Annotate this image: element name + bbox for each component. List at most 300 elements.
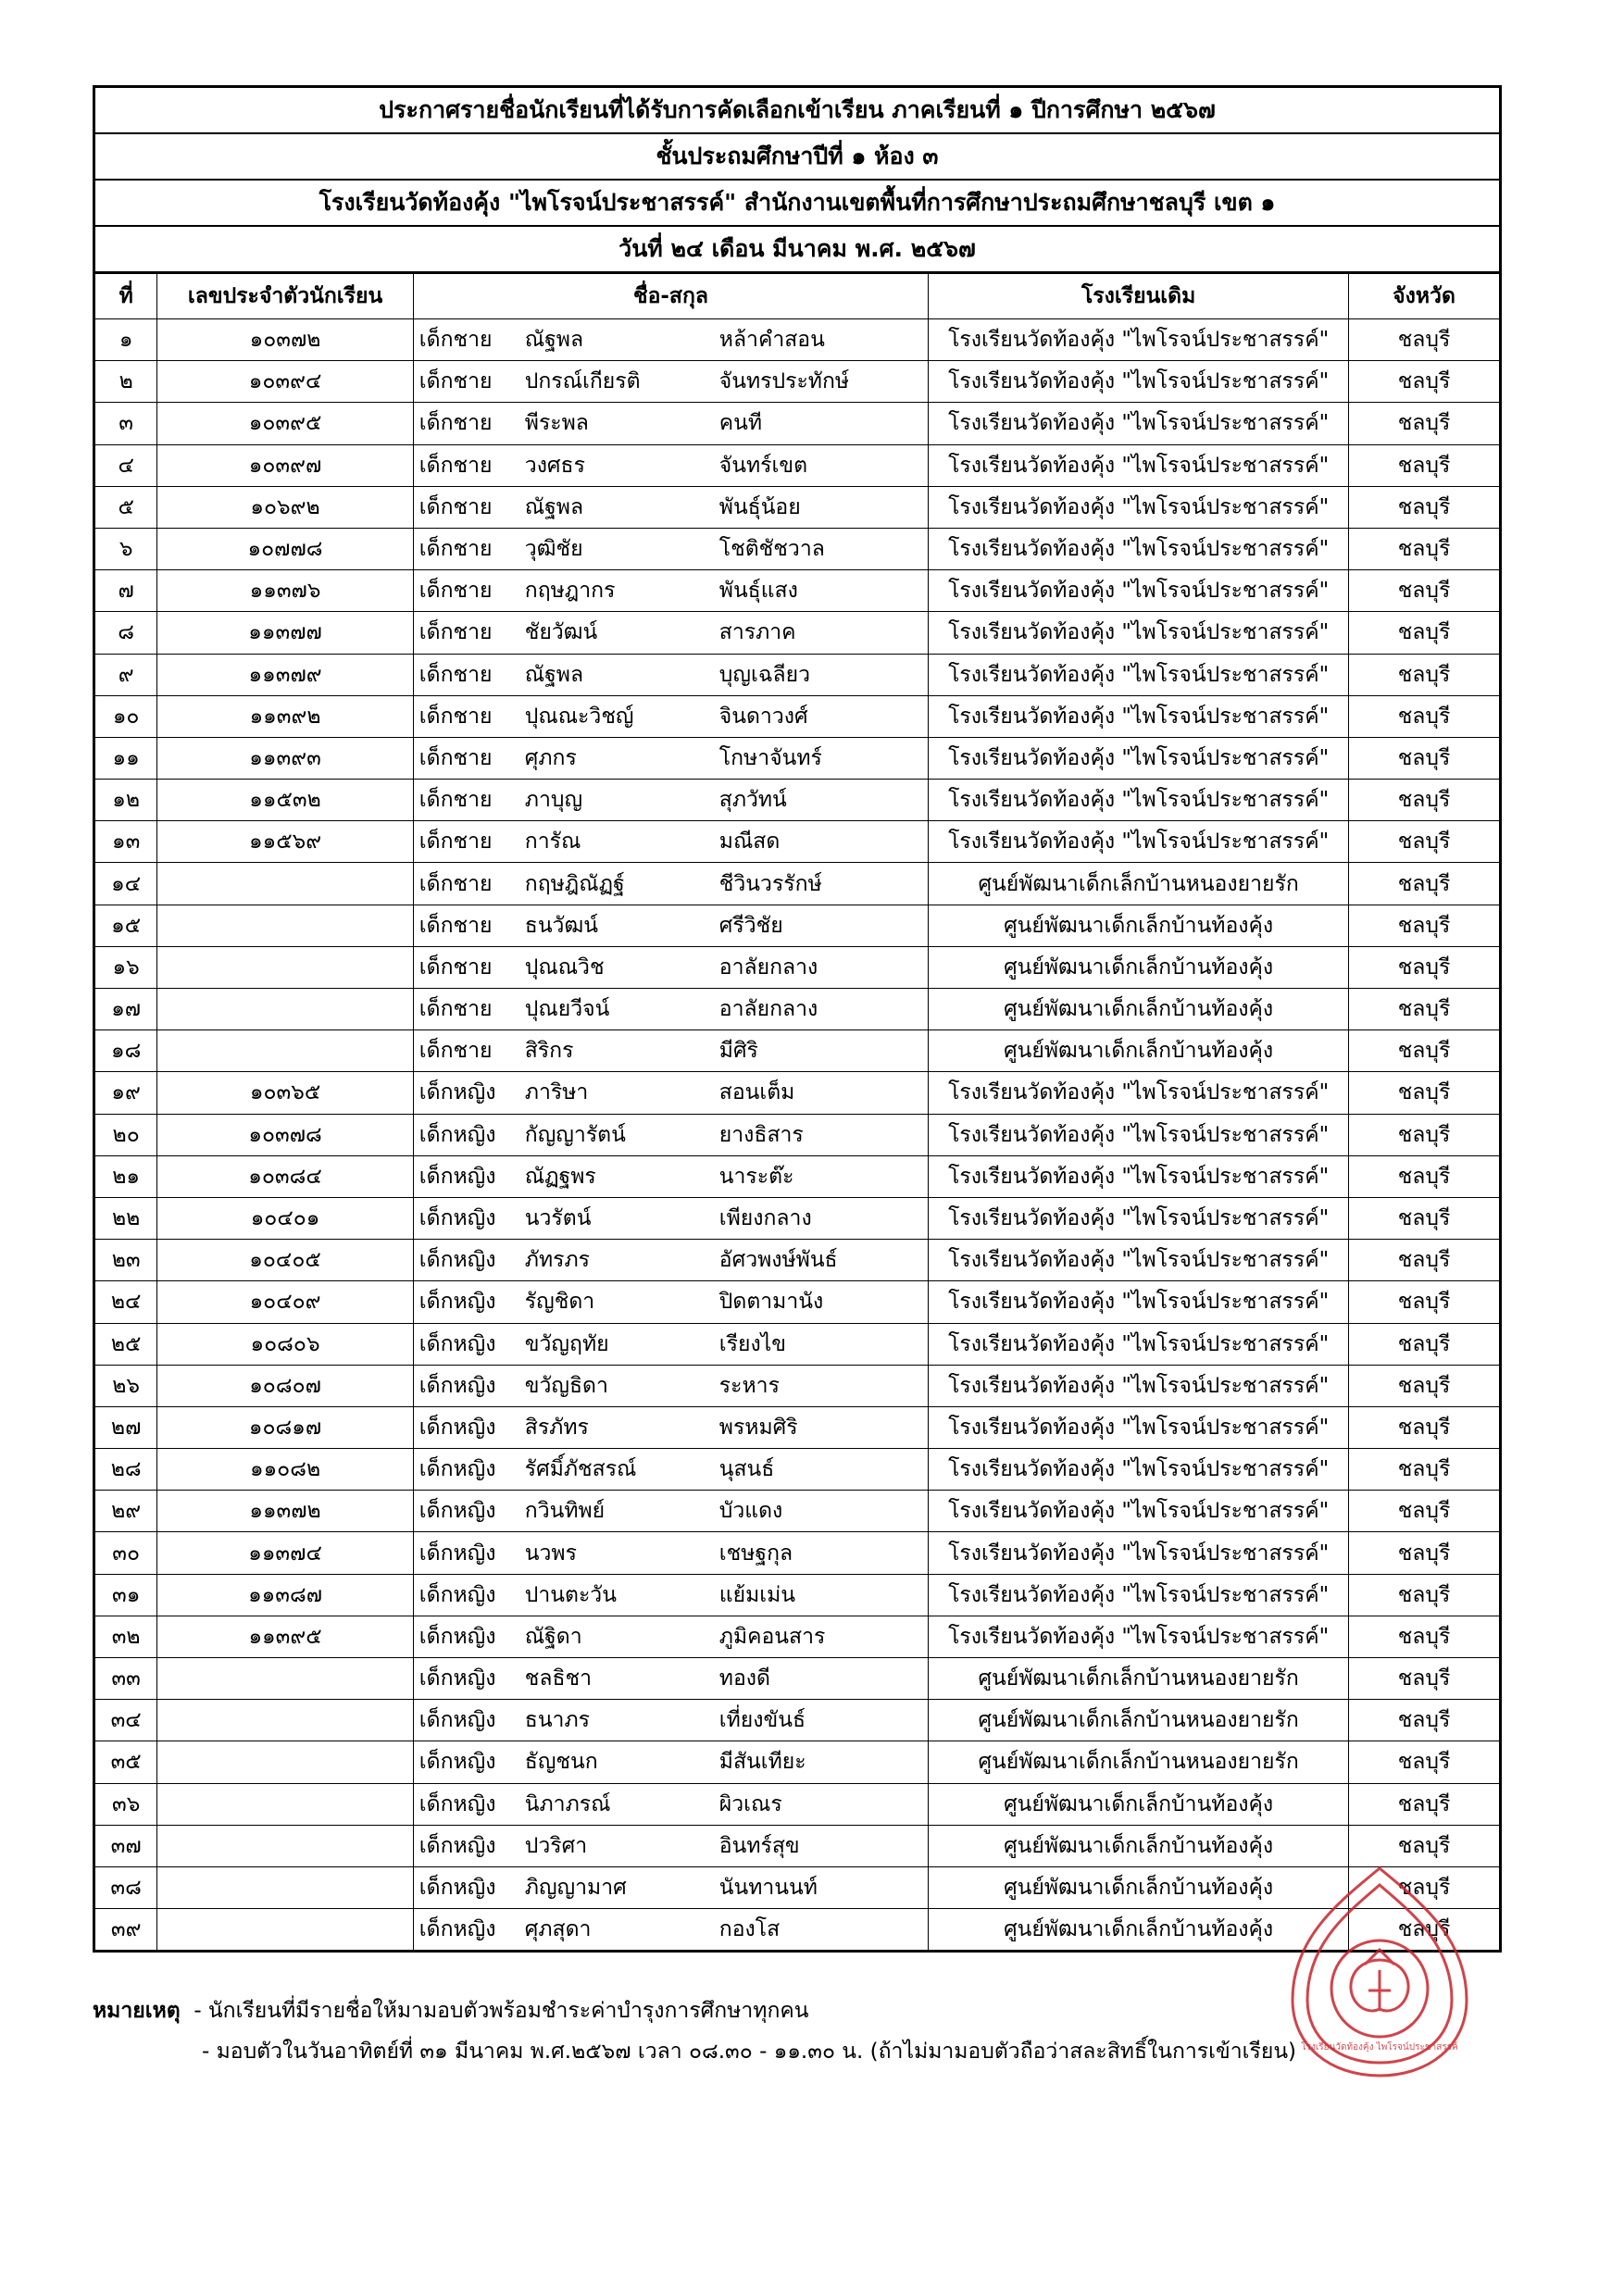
row-last-name: จินดาวงศ์ — [718, 704, 808, 729]
row-student-id: ๑๑๕๓๒ — [157, 780, 413, 821]
row-province: ชลบุรี — [1349, 612, 1499, 654]
row-province: ชลบุรี — [1349, 1700, 1499, 1741]
row-student-id — [157, 1783, 413, 1825]
column-no: ที่ — [95, 274, 157, 319]
row-student-id — [157, 905, 413, 946]
row-first-name: ปานตะวัน — [524, 1582, 617, 1607]
row-last-name: ปิดตามานัง — [718, 1290, 824, 1315]
row-student-name — [413, 528, 928, 569]
row-first-name: ปุณณวิช — [524, 955, 605, 980]
row-student-name — [413, 1491, 928, 1532]
row-last-name: ยางธิสาร — [718, 1122, 804, 1147]
row-title: เด็กหญิง — [418, 1164, 496, 1189]
table-row — [95, 1240, 1499, 1281]
row-province: ชลบุรี — [1349, 1825, 1499, 1866]
row-student-name — [413, 695, 928, 737]
row-student-id — [157, 1825, 413, 1866]
row-student-id — [157, 1909, 413, 1951]
row-no: ๓๓ — [95, 1658, 157, 1700]
row-last-name: นาระต๊ะ — [718, 1164, 794, 1189]
remark-label: หมายเหตุ — [93, 1999, 181, 2023]
row-no: ๑ — [95, 319, 157, 361]
row-former-school: ศูนย์พัฒนาเด็กเล็กบ้านท้องคุ้ง — [929, 1866, 1349, 1908]
row-first-name: วุฒิชัย — [524, 537, 583, 562]
row-title: เด็กชาย — [418, 871, 493, 896]
row-last-name: จันทร์เขต — [718, 453, 808, 478]
row-title: เด็กชาย — [418, 913, 493, 938]
row-former-school: ศูนย์พัฒนาเด็กเล็กบ้านท้องคุ้ง — [929, 989, 1349, 1030]
row-first-name: พีระพล — [524, 411, 589, 436]
row-no: ๓๑ — [95, 1574, 157, 1616]
row-no: ๖ — [95, 528, 157, 569]
row-first-name: รัศมิ์ภัชสรณ์ — [524, 1457, 637, 1482]
table-row — [95, 1658, 1499, 1700]
row-former-school: โรงเรียนวัดท้องคุ้ง "ไพโรจน์ประชาสรรค์" — [929, 528, 1349, 569]
table-row — [95, 946, 1499, 988]
row-student-name — [413, 1281, 928, 1323]
row-first-name: ภาบุญ — [524, 788, 583, 813]
school-seal-icon — [1276, 1861, 1483, 2083]
row-former-school: ศูนย์พัฒนาเด็กเล็กบ้านท้องคุ้ง — [929, 1909, 1349, 1951]
table-row — [95, 1783, 1499, 1825]
row-former-school: โรงเรียนวัดท้องคุ้ง "ไพโรจน์ประชาสรรค์" — [929, 737, 1349, 779]
row-first-name: ณัฐพล — [524, 662, 584, 687]
row-province: ชลบุรี — [1349, 570, 1499, 612]
row-student-name — [413, 1155, 928, 1197]
table-row — [95, 989, 1499, 1030]
row-student-name — [413, 1616, 928, 1657]
row-title: เด็กชาย — [418, 328, 493, 353]
row-former-school: โรงเรียนวัดท้องคุ้ง "ไพโรจน์ประชาสรรค์" — [929, 1365, 1349, 1406]
row-no: ๒๗ — [95, 1406, 157, 1448]
row-student-name — [413, 1323, 928, 1365]
row-province: ชลบุรี — [1349, 1406, 1499, 1448]
row-no: ๗ — [95, 570, 157, 612]
row-no: ๓๕ — [95, 1741, 157, 1783]
row-last-name: เพียงกลาง — [718, 1206, 812, 1231]
row-province: ชลบุรี — [1349, 905, 1499, 946]
row-former-school: โรงเรียนวัดท้องคุ้ง "ไพโรจน์ประชาสรรค์" — [929, 444, 1349, 486]
row-no: ๙ — [95, 654, 157, 695]
row-last-name: อาลัยกลาง — [718, 955, 818, 980]
row-student-id: ๑๑๓๗๖ — [157, 570, 413, 612]
table-row — [95, 1281, 1499, 1323]
row-no: ๑๓ — [95, 821, 157, 863]
row-student-name — [413, 1072, 928, 1114]
row-student-name — [413, 654, 928, 695]
row-first-name: ชลธิชา — [524, 1666, 593, 1691]
row-title: เด็กหญิง — [418, 1624, 496, 1649]
row-title: เด็กหญิง — [418, 1080, 496, 1105]
row-no: ๒๓ — [95, 1240, 157, 1281]
row-former-school: ศูนย์พัฒนาเด็กเล็กบ้านท้องคุ้ง — [929, 946, 1349, 988]
row-province: ชลบุรี — [1349, 1616, 1499, 1657]
row-former-school: ศูนย์พัฒนาเด็กเล็กบ้านหนองยายรัก — [929, 1741, 1349, 1783]
announcement-title: ประกาศรายชื่อนักเรียนที่ได้รับการคัดเลือกเข้าเรียน ภาคเรียนที่ ๑ ปีการศึกษา ๒๕๖๗ — [95, 88, 1499, 134]
row-first-name: ณัฐิดา — [524, 1624, 582, 1649]
row-student-name — [413, 863, 928, 905]
row-student-id: ๑๐๗๗๘ — [157, 528, 413, 569]
row-last-name: ผิวเณร — [718, 1791, 782, 1816]
row-student-name — [413, 403, 928, 444]
row-first-name: นวพร — [524, 1541, 577, 1566]
row-last-name: แย้มเม่น — [718, 1582, 795, 1607]
table-row — [95, 1114, 1499, 1155]
row-last-name: โชติชัชวาล — [718, 537, 825, 562]
row-former-school: โรงเรียนวัดท้องคุ้ง "ไพโรจน์ประชาสรรค์" — [929, 1323, 1349, 1365]
row-former-school: โรงเรียนวัดท้องคุ้ง "ไพโรจน์ประชาสรรค์" — [929, 1197, 1349, 1239]
row-former-school: โรงเรียนวัดท้องคุ้ง "ไพโรจน์ประชาสรรค์" — [929, 1616, 1349, 1657]
row-former-school: ศูนย์พัฒนาเด็กเล็กบ้านท้องคุ้ง — [929, 905, 1349, 946]
row-title: เด็กหญิง — [418, 1415, 496, 1440]
row-no: ๑๘ — [95, 1030, 157, 1072]
row-first-name: ภิญญามาศ — [524, 1876, 627, 1901]
row-title: เด็กชาย — [418, 537, 493, 562]
row-first-name: ศุภกร — [524, 745, 577, 770]
row-province: ชลบุรี — [1349, 695, 1499, 737]
row-title: เด็กชาย — [418, 369, 493, 394]
row-no: ๓ — [95, 403, 157, 444]
row-student-name — [413, 737, 928, 779]
table-row — [95, 570, 1499, 612]
row-no: ๒๒ — [95, 1197, 157, 1239]
row-former-school: โรงเรียนวัดท้องคุ้ง "ไพโรจน์ประชาสรรค์" — [929, 1155, 1349, 1197]
row-student-name — [413, 1825, 928, 1866]
table-row — [95, 863, 1499, 905]
row-first-name: ธัญชนก — [524, 1750, 598, 1775]
row-last-name: นุสนธ์ — [718, 1457, 775, 1482]
row-student-id: ๑๑๓๗๔ — [157, 1532, 413, 1574]
row-no: ๒๔ — [95, 1281, 157, 1323]
row-title: เด็กหญิง — [418, 1206, 496, 1231]
table-row — [95, 1700, 1499, 1741]
row-title: เด็กหญิง — [418, 1248, 496, 1273]
row-former-school: ศูนย์พัฒนาเด็กเล็กบ้านหนองยายรัก — [929, 863, 1349, 905]
table-row — [95, 319, 1499, 361]
column-name: ชื่อ-สกุล — [413, 274, 928, 319]
row-no: ๑๐ — [95, 695, 157, 737]
row-first-name: วงศธร — [524, 453, 585, 478]
row-title: เด็กชาย — [418, 704, 493, 729]
row-province: ชลบุรี — [1349, 654, 1499, 695]
row-no: ๕ — [95, 486, 157, 528]
row-province: ชลบุรี — [1349, 1197, 1499, 1239]
row-student-name — [413, 1030, 928, 1072]
row-former-school: โรงเรียนวัดท้องคุ้ง "ไพโรจน์ประชาสรรค์" — [929, 780, 1349, 821]
row-student-id: ๑๐๘๐๗ — [157, 1365, 413, 1406]
row-former-school: โรงเรียนวัดท้องคุ้ง "ไพโรจน์ประชาสรรค์" — [929, 612, 1349, 654]
row-title: เด็กชาย — [418, 494, 493, 519]
row-first-name: นวรัตน์ — [524, 1206, 592, 1231]
row-title: เด็กชาย — [418, 788, 493, 813]
row-former-school: โรงเรียนวัดท้องคุ้ง "ไพโรจน์ประชาสรรค์" — [929, 403, 1349, 444]
row-last-name: โกษาจันทร์ — [718, 745, 822, 770]
row-province: ชลบุรี — [1349, 1866, 1499, 1908]
table-row — [95, 444, 1499, 486]
row-student-name — [413, 1449, 928, 1491]
row-no: ๒๖ — [95, 1365, 157, 1406]
row-last-name: คนที — [718, 411, 763, 436]
row-no: ๓๐ — [95, 1532, 157, 1574]
row-no: ๒๕ — [95, 1323, 157, 1365]
row-no: ๓๘ — [95, 1866, 157, 1908]
table-row — [95, 737, 1499, 779]
table-row — [95, 780, 1499, 821]
row-title: เด็กหญิง — [418, 1666, 496, 1691]
row-student-id: ๑๐๓๘๔ — [157, 1155, 413, 1197]
table-row — [95, 1072, 1499, 1114]
row-last-name: ศรีวิชัย — [718, 913, 783, 938]
row-student-id: ๑๐๔๐๕ — [157, 1240, 413, 1281]
row-province: ชลบุรี — [1349, 1155, 1499, 1197]
row-first-name: ปุณณะวิชญ์ — [524, 704, 634, 729]
announcement-date: วันที่ ๒๔ เดือน มีนาคม พ.ศ. ๒๕๖๗ — [95, 227, 1499, 273]
school-name: โรงเรียนวัดท้องคุ้ง "ไพโรจน์ประชาสรรค์" สำนักงานเขตพื้นที่การศึกษาประถมศึกษาชลบุรี เขต ๑ — [95, 181, 1499, 227]
row-title: เด็กหญิง — [418, 1833, 496, 1858]
row-student-name — [413, 1741, 928, 1783]
row-student-id: ๑๐๓๗๘ — [157, 1114, 413, 1155]
row-no: ๑๑ — [95, 737, 157, 779]
row-student-name — [413, 361, 928, 403]
row-former-school: ศูนย์พัฒนาเด็กเล็กบ้านหนองยายรัก — [929, 1700, 1349, 1741]
row-first-name: ณัฐพล — [524, 328, 584, 353]
row-province: ชลบุรี — [1349, 1365, 1499, 1406]
row-student-name — [413, 486, 928, 528]
row-no: ๑๙ — [95, 1072, 157, 1114]
row-first-name: สิริกร — [524, 1039, 574, 1064]
row-student-name — [413, 612, 928, 654]
row-former-school: โรงเรียนวัดท้องคุ้ง "ไพโรจน์ประชาสรรค์" — [929, 1449, 1349, 1491]
row-student-id: ๑๐๓๙๕ — [157, 403, 413, 444]
student-table — [95, 273, 1499, 1950]
row-student-name — [413, 570, 928, 612]
row-title: เด็กหญิง — [418, 1499, 496, 1524]
row-first-name: ชัยวัฒน์ — [524, 620, 598, 645]
row-title: เด็กหญิง — [418, 1290, 496, 1315]
row-last-name: พันธุ์น้อย — [718, 494, 801, 519]
row-province: ชลบุรี — [1349, 821, 1499, 863]
table-row — [95, 1323, 1499, 1365]
row-former-school: ศูนย์พัฒนาเด็กเล็กบ้านท้องคุ้ง — [929, 1030, 1349, 1072]
row-last-name: ชีวินวรรักษ์ — [718, 871, 822, 896]
table-row — [95, 1532, 1499, 1574]
row-student-name — [413, 989, 928, 1030]
row-former-school: โรงเรียนวัดท้องคุ้ง "ไพโรจน์ประชาสรรค์" — [929, 361, 1349, 403]
row-first-name: ธนาภร — [524, 1708, 590, 1733]
row-last-name: พันธุ์แสง — [718, 579, 798, 604]
row-student-id: ๑๐๘๐๖ — [157, 1323, 413, 1365]
row-title: เด็กหญิง — [418, 1373, 496, 1398]
row-province: ชลบุรี — [1349, 444, 1499, 486]
row-first-name: นิภาภรณ์ — [524, 1791, 611, 1816]
class-level: ชั้นประถมศึกษาปีที่ ๑ ห้อง ๓ — [95, 134, 1499, 181]
row-student-id: ๑๐๓๗๒ — [157, 319, 413, 361]
row-first-name: รัญชิดา — [524, 1290, 595, 1315]
row-title: เด็กหญิง — [418, 1791, 496, 1816]
row-last-name: อัศวพงษ์พันธ์ — [718, 1248, 838, 1273]
row-no: ๓๗ — [95, 1825, 157, 1866]
row-student-name — [413, 821, 928, 863]
table-row — [95, 403, 1499, 444]
row-student-name — [413, 1866, 928, 1908]
row-province: ชลบุรี — [1349, 1449, 1499, 1491]
row-province: ชลบุรี — [1349, 1741, 1499, 1783]
row-title: เด็กชาย — [418, 955, 493, 980]
table-row — [95, 1449, 1499, 1491]
row-last-name: ภูมิคอนสาร — [718, 1624, 826, 1649]
row-student-name — [413, 1240, 928, 1281]
row-former-school: โรงเรียนวัดท้องคุ้ง "ไพโรจน์ประชาสรรค์" — [929, 570, 1349, 612]
row-first-name: ปุณยวีจน์ — [524, 997, 610, 1022]
remarks — [93, 1990, 1296, 2072]
row-title: เด็กชาย — [418, 830, 493, 855]
row-last-name: หล้าคำสอน — [718, 328, 825, 353]
row-last-name: มีสันเทียะ — [718, 1750, 806, 1775]
row-province: ชลบุรี — [1349, 1658, 1499, 1700]
row-last-name: บัวแดง — [718, 1499, 783, 1524]
row-province: ชลบุรี — [1349, 1281, 1499, 1323]
row-last-name: มีศิริ — [718, 1039, 758, 1064]
row-student-id: ๑๐๓๙๗ — [157, 444, 413, 486]
row-no: ๒๘ — [95, 1449, 157, 1491]
row-title: เด็กหญิง — [418, 1457, 496, 1482]
row-first-name: ณัฏฐพร — [524, 1164, 596, 1189]
row-student-name — [413, 1783, 928, 1825]
row-former-school: โรงเรียนวัดท้องคุ้ง "ไพโรจน์ประชาสรรค์" — [929, 1406, 1349, 1448]
row-title: เด็กหญิง — [418, 1917, 496, 1942]
row-student-id: ๑๑๓๙๒ — [157, 695, 413, 737]
row-last-name: เชษฐกุล — [718, 1541, 793, 1566]
row-last-name: อาลัยกลาง — [718, 997, 818, 1022]
row-first-name: ภัทรภร — [524, 1248, 590, 1273]
row-province: ชลบุรี — [1349, 1323, 1499, 1365]
row-student-name — [413, 319, 928, 361]
row-student-id — [157, 1741, 413, 1783]
row-student-name — [413, 1365, 928, 1406]
row-first-name: กัญญารัตน์ — [524, 1122, 626, 1147]
row-no: ๑๗ — [95, 989, 157, 1030]
table-row — [95, 361, 1499, 403]
remark-line-2 — [93, 2031, 1296, 2072]
table-row — [95, 612, 1499, 654]
student-rows — [95, 319, 1499, 1951]
table-row — [95, 486, 1499, 528]
row-province: ชลบุรี — [1349, 1783, 1499, 1825]
row-no: ๑๒ — [95, 780, 157, 821]
row-student-name — [413, 780, 928, 821]
row-no: ๓๖ — [95, 1783, 157, 1825]
remark-text-2: - มอบตัวในวันอาทิตย์ที่ ๓๑ มีนาคม พ.ศ.๒๕๖๗ เวลา ๐๘.๓๐ - ๑๑.๓๐ น. (ถ้าไม่มามอบตัวถือว่าสละสิทธิ์ในการเข้าเรียน) — [202, 2040, 1297, 2064]
row-last-name: สารภาค — [718, 620, 796, 645]
row-student-id — [157, 946, 413, 988]
row-province: ชลบุรี — [1349, 1491, 1499, 1532]
row-title: เด็กหญิง — [418, 1122, 496, 1147]
row-first-name: กฤษฎากร — [524, 579, 616, 604]
row-no: ๓๙ — [95, 1909, 157, 1951]
row-first-name: ปวริศา — [524, 1833, 588, 1858]
row-former-school: โรงเรียนวัดท้องคุ้ง "ไพโรจน์ประชาสรรค์" — [929, 319, 1349, 361]
row-last-name: สุภวัทน์ — [718, 788, 787, 813]
row-province: ชลบุรี — [1349, 1072, 1499, 1114]
table-row — [95, 1574, 1499, 1616]
row-title: เด็กชาย — [418, 579, 493, 604]
row-title: เด็กชาย — [418, 662, 493, 687]
row-former-school: โรงเรียนวัดท้องคุ้ง "ไพโรจน์ประชาสรรค์" — [929, 654, 1349, 695]
row-province: ชลบุรี — [1349, 1030, 1499, 1072]
row-former-school: โรงเรียนวัดท้องคุ้ง "ไพโรจน์ประชาสรรค์" — [929, 1532, 1349, 1574]
row-student-id — [157, 1866, 413, 1908]
table-header-row — [95, 274, 1499, 319]
row-student-name — [413, 905, 928, 946]
row-student-id — [157, 1658, 413, 1700]
row-first-name: ขวัญธิดา — [524, 1373, 608, 1398]
row-province: ชลบุรี — [1349, 1240, 1499, 1281]
row-last-name: กองโส — [718, 1917, 781, 1942]
row-student-name — [413, 1406, 928, 1448]
row-province: ชลบุรี — [1349, 361, 1499, 403]
row-last-name: เที่ยงขันธ์ — [718, 1708, 806, 1733]
row-former-school: โรงเรียนวัดท้องคุ้ง "ไพโรจน์ประชาสรรค์" — [929, 1574, 1349, 1616]
row-student-id: ๑๑๓๗๒ — [157, 1491, 413, 1532]
row-first-name: ปกรณ์เกียรติ — [524, 369, 641, 394]
table-row — [95, 695, 1499, 737]
row-no: ๑๕ — [95, 905, 157, 946]
row-province: ชลบุรี — [1349, 780, 1499, 821]
table-row — [95, 905, 1499, 946]
row-student-id — [157, 989, 413, 1030]
row-first-name: การัณ — [524, 830, 581, 855]
table-row — [95, 1030, 1499, 1072]
row-former-school: โรงเรียนวัดท้องคุ้ง "ไพโรจน์ประชาสรรค์" — [929, 1491, 1349, 1532]
row-student-id: ๑๐๓๙๔ — [157, 361, 413, 403]
row-first-name: ศุภสุดา — [524, 1917, 592, 1942]
row-student-name — [413, 444, 928, 486]
row-title: เด็กหญิง — [418, 1750, 496, 1775]
row-no: ๒๙ — [95, 1491, 157, 1532]
row-last-name: พรหมศิริ — [718, 1415, 798, 1440]
row-no: ๒๐ — [95, 1114, 157, 1155]
row-student-name — [413, 946, 928, 988]
row-former-school: ศูนย์พัฒนาเด็กเล็กบ้านท้องคุ้ง — [929, 1825, 1349, 1866]
row-student-name — [413, 1574, 928, 1616]
table-row — [95, 1197, 1499, 1239]
row-province: ชลบุรี — [1349, 946, 1499, 988]
row-last-name: มณีสด — [718, 830, 781, 855]
row-former-school: โรงเรียนวัดท้องคุ้ง "ไพโรจน์ประชาสรรค์" — [929, 486, 1349, 528]
row-no: ๔ — [95, 444, 157, 486]
row-province: ชลบุรี — [1349, 989, 1499, 1030]
row-province: ชลบุรี — [1349, 1574, 1499, 1616]
row-student-id: ๑๐๓๖๕ — [157, 1072, 413, 1114]
row-student-name — [413, 1909, 928, 1951]
row-title: เด็กชาย — [418, 620, 493, 645]
row-no: ๑๖ — [95, 946, 157, 988]
row-province: ชลบุรี — [1349, 737, 1499, 779]
row-student-id: ๑๐๖๙๒ — [157, 486, 413, 528]
row-last-name: จันทรประทักษ์ — [718, 369, 850, 394]
remark-text-1: - นักเรียนที่มีรายชื่อให้มามอบตัวพร้อมชำระค่าบำรุงการศึกษาทุกคน — [194, 1999, 809, 2023]
row-last-name: นันทานนท์ — [718, 1876, 818, 1901]
row-student-name — [413, 1532, 928, 1574]
row-student-id — [157, 1030, 413, 1072]
table-row — [95, 1616, 1499, 1657]
row-no: ๓๔ — [95, 1700, 157, 1741]
row-first-name: กฤษฎิณัฏฐ์ — [524, 871, 625, 896]
row-last-name: ระหาร — [718, 1373, 780, 1398]
row-first-name: ณัฐพล — [524, 494, 584, 519]
row-student-id — [157, 863, 413, 905]
row-title: เด็กชาย — [418, 453, 493, 478]
